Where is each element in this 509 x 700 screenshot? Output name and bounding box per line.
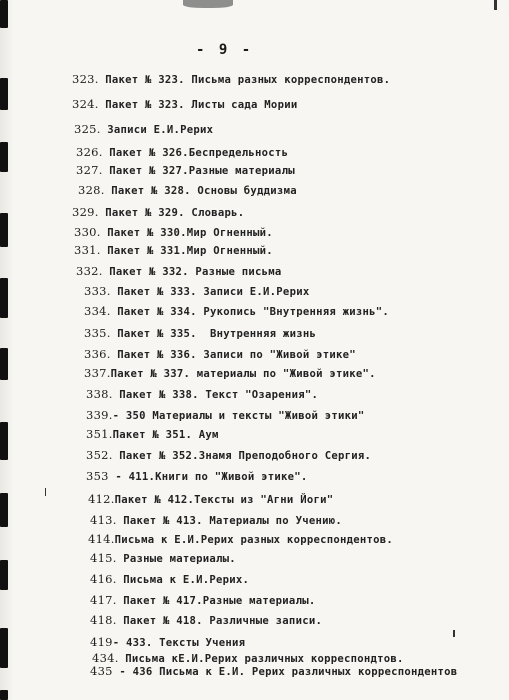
list-item [78,183,297,197]
entry-number: 323. [72,72,99,86]
binding-hole [0,422,8,460]
list-item [74,243,273,257]
entry-text: Пакет № 335. Внутренняя жизнь [110,328,317,340]
list-item [84,304,389,318]
entry-text: Пакет № 328. Основы буддизма [104,185,297,197]
binding-hole [0,560,8,590]
list-item [88,532,393,546]
entry-number: 325. [74,122,101,136]
binding-hole [0,78,8,110]
entry-number: 335. [84,326,111,340]
entry-text: Пакет № 332. Разные письма [102,266,282,278]
entry-number: 353 [86,469,109,483]
entry-text: Пакет № 323. Письма разных корреспондентов. [98,74,391,86]
binding-hole [0,690,8,700]
list-item [74,122,213,136]
entry-text: - 411.Книги по "Живой этике". [108,471,308,483]
binding-hole [0,213,8,247]
entry-text: Пакет № 412.Тексты из "Агни Йоги" [114,494,334,506]
list-item [92,651,404,665]
list-item [84,326,316,340]
entry-text: Пакет № 417.Разные материалы. [116,595,316,607]
entry-text: - 433. Тексты Учения [112,637,246,649]
entry-text: Пакет № 334. Рукопись "Внутренняя жизнь". [110,306,389,318]
entry-text: Пакет № 331.Мир Огненный. [100,245,273,257]
entry-text: Пакет № 413. Материалы по Учению. [116,515,342,527]
entry-number: 331. [74,243,101,257]
edge-mark [45,488,46,496]
entry-number: 327. [76,163,103,177]
edge-mark [453,630,455,637]
edge-mark [494,0,497,10]
list-item [90,664,457,678]
entry-number: 338. [86,387,113,401]
entry-text: Пакет № 418. Различные записи. [116,615,323,627]
list-item [86,448,371,462]
entry-number: 351. [86,427,113,441]
entry-number: 414. [88,532,115,546]
list-item [84,366,376,380]
entry-number: 334. [84,304,111,318]
entry-text: Пакет № 329. Словарь. [98,207,245,219]
entry-text: Пакет № 333. Записи Е.И.Рерих [110,286,310,298]
entry-number: 417. [90,593,117,607]
entry-number: 329. [72,205,99,219]
list-item [72,97,297,111]
list-item [86,469,308,483]
entry-text: Письма кЕ.И.Рерих различных корреспондтов. [118,653,404,665]
entry-text: Пакет № 326.Беспредельность [102,147,289,159]
list-item [90,513,342,527]
binding-hole [0,628,8,668]
entry-number: 336. [84,347,111,361]
binding-hole [0,348,8,380]
entry-number: 434. [92,651,119,665]
list-item [76,264,282,278]
entry-number: 332. [76,264,103,278]
entry-text: - 350 Материалы и тексты "Живой этики" [112,410,365,422]
entry-number: 328. [78,183,105,197]
entry-number: 326. [76,145,103,159]
entry-number: 324. [72,97,99,111]
entry-number: 416. [90,572,117,586]
entry-text: Пакет № 338. Текст "Озарения". [112,389,319,401]
entry-text: Разные материалы. [116,553,236,565]
entry-text: Пакет № 323. Листы сада Мории [98,99,298,111]
entry-number: 412. [88,492,115,506]
binding-hole [0,0,8,28]
entry-text: Пакет № 351. Аум [112,429,219,441]
entry-text: Письма к Е.И.Рерих разных корреспондентов. [114,534,393,546]
list-item [90,551,236,565]
list-item [76,145,288,159]
entry-number: 337. [84,366,111,380]
list-item [84,347,356,361]
entry-text: Пакет № 330.Мир Огненный. [100,227,273,239]
entry-number: 413. [90,513,117,527]
list-item [72,205,244,219]
list-item [84,284,309,298]
entry-number: 418. [90,613,117,627]
list-item [90,572,249,586]
list-item [86,387,318,401]
entry-text: Пакет № 352.Знамя Преподобного Сергия. [112,450,372,462]
entry-number: 419 [90,635,113,649]
entry-number: 333. [84,284,111,298]
list-item [76,163,295,177]
list-item [86,427,219,441]
entry-text: Письма к Е.И.Рерих. [116,574,250,586]
list-item [88,492,333,506]
entry-text: Пакет № 327.Разные материалы [102,165,295,177]
list-item [74,225,273,239]
binding-hole [0,142,8,172]
entry-text: Пакет № 337. материалы по "Живой этике". [110,368,376,380]
list-item [90,593,315,607]
list-item [90,613,322,627]
binding-hole [0,493,8,527]
ink-smudge [183,0,233,8]
entry-text: - 436 Письма к Е.И. Рерих различных корреспондентов [112,666,458,678]
binding-hole [0,278,8,318]
list-item [90,635,245,649]
entry-number: 435 [90,664,113,678]
entry-number: 339. [86,408,113,422]
entry-number: 352. [86,448,113,462]
page-number: - 9 - [196,42,254,58]
entry-number: 415. [90,551,117,565]
entry-text: Записи Е.И.Рерих [100,124,214,136]
entry-number: 330. [74,225,101,239]
list-item [86,408,364,422]
entry-text: Пакет № 336. Записи по "Живой этике" [110,349,356,361]
list-item [72,72,390,86]
